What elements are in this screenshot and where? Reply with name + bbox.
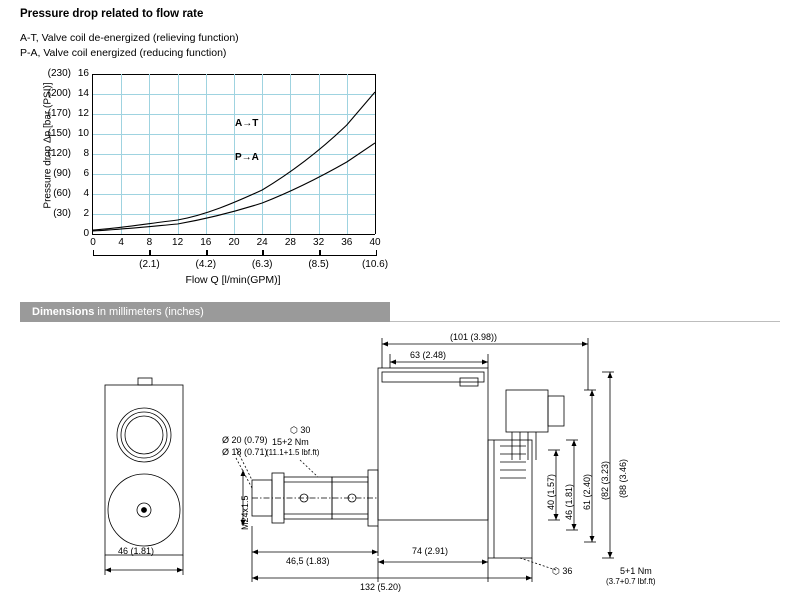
hex-icon: ⬡ bbox=[552, 566, 560, 576]
gpm-bracket bbox=[262, 250, 320, 256]
x-tick-gpm: (4.2) bbox=[195, 259, 217, 270]
dimensions-band-subtitle: in millimeters (inches) bbox=[97, 306, 204, 318]
label-front-width: 46 (1.81) bbox=[118, 546, 155, 556]
x-tick: 36 bbox=[341, 237, 353, 248]
x-tick: 40 bbox=[369, 237, 381, 248]
x-tick: 4 bbox=[118, 237, 124, 248]
front-view-body bbox=[105, 385, 183, 555]
x-tick: 28 bbox=[284, 237, 296, 248]
x-tick: 8 bbox=[146, 237, 153, 248]
label-torque-2-line2: (3.7+0.7 lbf.ft) bbox=[606, 577, 656, 586]
x-tick-gpm: (8.5) bbox=[308, 259, 329, 270]
y-tick-psi: (90) bbox=[53, 168, 71, 179]
pressure-drop-chart bbox=[20, 68, 390, 288]
label-thread: M24x1.5 bbox=[240, 495, 250, 530]
front-view-center-dot bbox=[142, 508, 147, 513]
x-tick-gpm: (2.1) bbox=[139, 259, 160, 270]
y-tick-bar: 16 bbox=[77, 68, 89, 79]
label-len-63: 63 (2.48) bbox=[410, 350, 447, 360]
curve-a-to-t bbox=[93, 92, 375, 230]
hex-36-callout bbox=[552, 566, 572, 576]
y-tick-psi: (150) bbox=[47, 128, 71, 139]
assembly-connector-nose bbox=[548, 396, 564, 426]
legend-line-pa: P-A, Valve coil energized (reducing function) bbox=[20, 47, 227, 59]
x-tick: 16 bbox=[200, 237, 212, 248]
label-h-88: (88 (3.46) bbox=[618, 458, 628, 498]
label-len-101: (101 (3.98)) bbox=[450, 332, 498, 342]
gpm-bracket bbox=[149, 250, 207, 256]
y-tick-psi: (170) bbox=[47, 108, 71, 119]
y-tick-bar: 0 bbox=[83, 228, 89, 239]
y-tick-bar: 14 bbox=[77, 88, 89, 99]
y-tick-bar: 8 bbox=[83, 148, 89, 159]
label-len-74: 74 (2.91) bbox=[412, 546, 449, 556]
label-h-40: 40 (1.57) bbox=[546, 473, 556, 510]
y-tick-bar: 2 bbox=[83, 208, 89, 219]
y-tick-bar: 4 bbox=[83, 188, 89, 199]
chart-curves bbox=[93, 74, 375, 234]
x-tick: 20 bbox=[228, 237, 240, 248]
label-torque-1-line1: 15+2 Nm bbox=[272, 437, 309, 447]
x-tick: 12 bbox=[172, 237, 184, 248]
assembly-coil-top-strip bbox=[382, 372, 484, 382]
x-tick-gpm: (6.3) bbox=[251, 259, 273, 270]
curve-label-a-to-t: A→T bbox=[235, 118, 259, 129]
hex-icon: ⬡ bbox=[290, 425, 298, 435]
y-tick-psi: (120) bbox=[47, 148, 71, 159]
label-dia-20: Ø 20 (0.79) bbox=[222, 435, 268, 445]
x-tick: 32 bbox=[313, 237, 325, 248]
label-len-46-5: 46,5 (1.83) bbox=[286, 556, 330, 566]
chart-x-axis-title: Flow Q [l/min(GPM)] bbox=[185, 274, 281, 286]
gpm-bracket bbox=[319, 250, 377, 256]
label-dia-18: Ø 18 (0.71) bbox=[222, 447, 268, 457]
x-tick: 24 bbox=[256, 237, 268, 248]
x-tick: 0 bbox=[90, 237, 96, 248]
hex-30-callout bbox=[290, 425, 310, 435]
y-tick-psi: (200) bbox=[47, 88, 71, 99]
y-tick-psi: (230) bbox=[47, 68, 71, 79]
front-view-ring-mid bbox=[121, 412, 167, 458]
front-view-ring-inner bbox=[125, 416, 163, 454]
label-len-132: 132 (5.20) bbox=[360, 582, 402, 592]
gpm-bracket bbox=[206, 250, 264, 256]
assembly-coil-body bbox=[378, 368, 488, 520]
dimensions-band-title: Dimensions bbox=[32, 306, 95, 318]
y-tick-bar: 10 bbox=[77, 128, 89, 139]
label-h-46: 46 (1.81) bbox=[564, 483, 574, 520]
curve-label-p-to-a: P→A bbox=[235, 152, 259, 163]
y-tick-psi: (60) bbox=[53, 188, 71, 199]
y-tick-psi: (30) bbox=[53, 208, 71, 219]
front-view-tab bbox=[138, 378, 152, 385]
label-h-82: (82 (3.23) bbox=[600, 460, 610, 500]
label-h-61: 61 (2.40) bbox=[582, 473, 592, 510]
dimension-drawings bbox=[0, 330, 800, 600]
chart-y-axis-title: Pressure drop Δp [bar (PSI)] bbox=[42, 82, 54, 209]
y-tick-bar: 12 bbox=[77, 108, 89, 119]
label-torque-1-line2: (11.1+1.5 lbf.ft) bbox=[266, 448, 320, 457]
legend-line-at: A-T, Valve coil de-energized (relieving function) bbox=[20, 32, 239, 44]
label-hex-36: 36 bbox=[562, 566, 573, 576]
dimensions-rule bbox=[390, 321, 780, 322]
label-hex-30: 30 bbox=[300, 425, 311, 435]
x-tick-gpm: (10.6) bbox=[361, 259, 389, 270]
plot-right-border bbox=[375, 74, 376, 234]
assembly-connector-block bbox=[506, 390, 548, 432]
curve-p-to-a bbox=[93, 143, 375, 231]
page-title: Pressure drop related to flow rate bbox=[20, 8, 204, 20]
label-torque-2-line1: 5+1 Nm bbox=[620, 566, 652, 576]
y-tick-bar: 6 bbox=[83, 168, 89, 179]
gpm-bracket bbox=[93, 250, 151, 256]
dimensions-band bbox=[20, 302, 390, 322]
drawing-svg bbox=[0, 330, 800, 600]
assembly-mid-block bbox=[488, 440, 532, 558]
